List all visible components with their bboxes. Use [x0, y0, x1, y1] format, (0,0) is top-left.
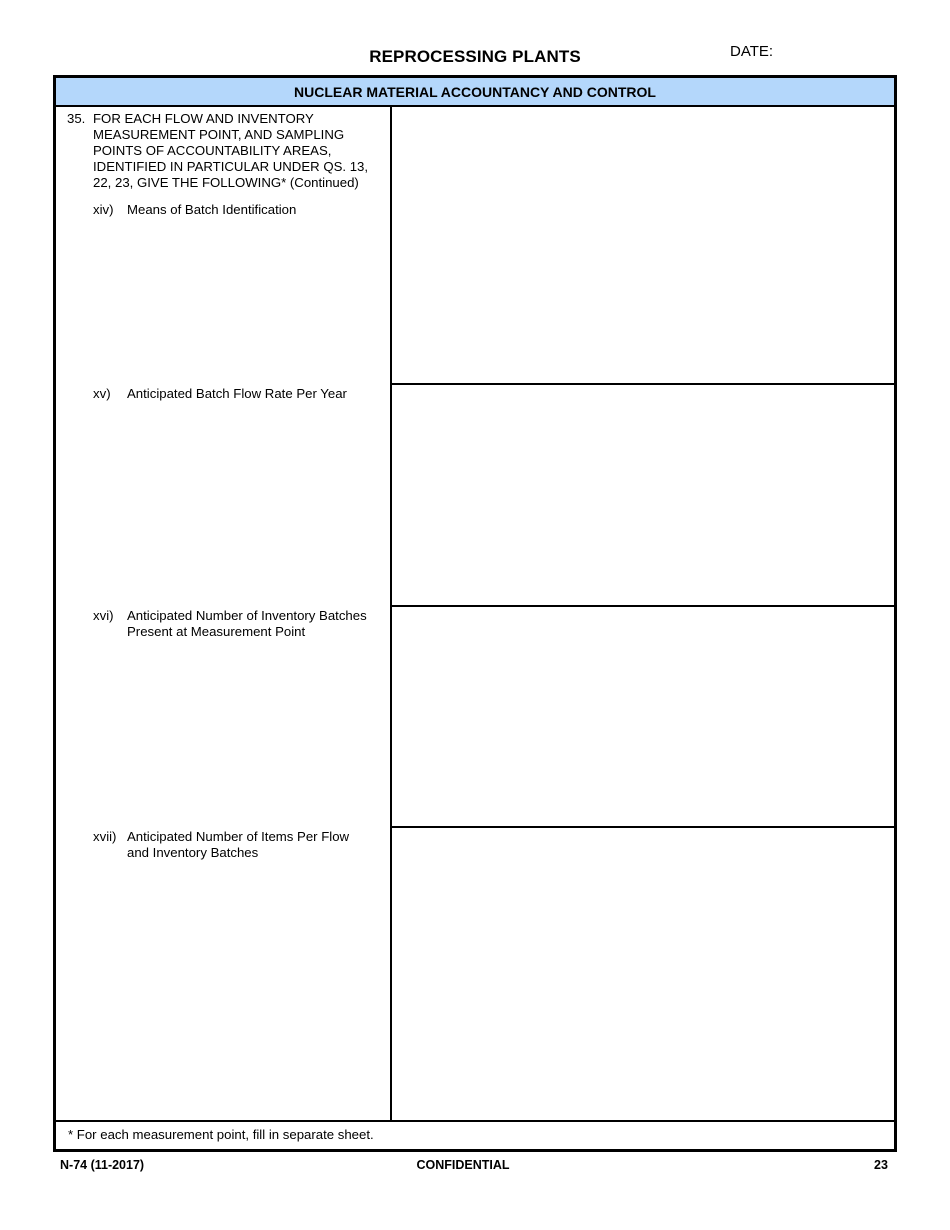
column-divider: [390, 107, 392, 1120]
page-number: 23: [874, 1158, 888, 1172]
answer-field-xv[interactable]: [392, 385, 894, 605]
item-numeral: xiv): [93, 202, 114, 217]
question-line: MEASUREMENT POINT, AND SAMPLING: [93, 127, 345, 142]
item-label: Anticipated Batch Flow Rate Per Year: [127, 386, 347, 401]
question-line: POINTS OF ACCOUNTABILITY AREAS,: [93, 143, 332, 158]
classification-label: CONFIDENTIAL: [416, 1158, 510, 1172]
item-numeral: xvi): [93, 608, 114, 623]
item-label: Anticipated Number of Inventory Batches Present at Measurement Point: [127, 608, 367, 639]
item-numeral: xv): [93, 386, 111, 401]
form-table: [53, 75, 897, 1152]
form-id: N-74 (11-2017): [60, 1158, 145, 1172]
footnote-divider: [56, 1120, 894, 1122]
answer-field-xiv[interactable]: [392, 107, 894, 383]
date-label: DATE:: [730, 43, 774, 60]
page-title: REPROCESSING PLANTS: [369, 47, 581, 66]
item-label: Anticipated Number of Items Per Flow and Inventory Batches: [127, 829, 350, 860]
answer-field-xvii[interactable]: [392, 828, 894, 1120]
question-text: [93, 111, 393, 191]
question-line: FOR EACH FLOW AND INVENTORY: [93, 111, 314, 126]
question-line: IDENTIFIED IN PARTICULAR UNDER QS. 13,: [93, 159, 369, 174]
section-header: NUCLEAR MATERIAL ACCOUNTANCY AND CONTROL: [56, 78, 894, 107]
question-line: 22, 23, GIVE THE FOLLOWING* (Continued): [93, 175, 359, 190]
item-label: Means of Batch Identification: [127, 202, 297, 217]
question-number: 35.: [67, 111, 86, 126]
item-numeral: xvii): [93, 829, 117, 844]
footnote: * For each measurement point, fill in separate sheet.: [68, 1127, 374, 1142]
answer-field-xvi[interactable]: [392, 607, 894, 826]
